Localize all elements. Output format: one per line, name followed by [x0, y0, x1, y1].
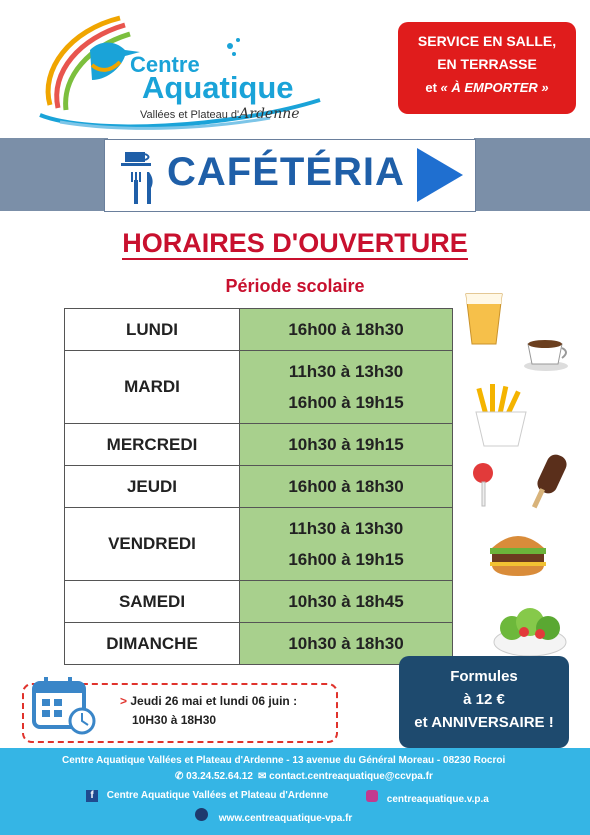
banner-title: CAFÉTÉRIA	[167, 150, 405, 194]
banner-left-band	[0, 138, 108, 211]
footer-address: Centre Aquatique Vallées et Plateau d'Ardenne - 13 avenue du Général Moreau - 08230 Rocroi	[62, 755, 506, 766]
footer-instagram[interactable]: centreaquatique.v.p.a	[386, 794, 489, 805]
logo	[30, 10, 340, 130]
hours-cell	[240, 309, 453, 351]
time-slot: 11h30 à 13h30	[288, 362, 404, 381]
page-heading	[0, 228, 590, 258]
day-cell: MARDI	[65, 351, 240, 424]
day-cell: JEUDI	[65, 466, 240, 508]
ice-cream-bar-icon	[526, 452, 578, 512]
notice-line2: 10H30 à 18H30	[132, 713, 217, 727]
logo-subtitle-text: Vallées et Plateau d'	[140, 109, 240, 121]
footer-website[interactable]: www.centreaquatique-vpa.fr	[218, 813, 353, 824]
logo-subtitle	[140, 106, 300, 122]
schedule-row	[65, 424, 453, 466]
footer-facebook-row	[86, 790, 328, 802]
time-slot: 16h00 à 19h15	[288, 550, 404, 569]
envelope-icon: ✉	[258, 771, 267, 782]
schedule-table-body	[65, 309, 453, 665]
cafeteria-banner	[104, 139, 476, 212]
coffee-cup-icon	[522, 322, 572, 372]
time-slot: 10h30 à 18h30	[288, 634, 404, 653]
instagram-icon	[366, 790, 378, 802]
footer-facebook[interactable]: Centre Aquatique Vallées et Plateau d'Ardenne	[106, 790, 329, 801]
service-line1: SERVICE EN SALLE,	[417, 33, 557, 49]
footer-phone-row	[175, 771, 253, 782]
day-cell: VENDREDI	[65, 508, 240, 581]
time-slot: 16h00 à 19h15	[288, 393, 404, 412]
formules-line1: Formules	[450, 668, 518, 685]
notice-line1	[120, 694, 297, 708]
schedule-row	[65, 581, 453, 623]
special-dates-notice	[22, 683, 338, 743]
time-slot: 11h30 à 13h30	[288, 519, 404, 538]
lollipop-icon	[470, 462, 500, 508]
salad-icon	[490, 598, 570, 660]
notice-arrow: >	[120, 694, 128, 708]
hours-cell	[240, 351, 453, 424]
logo-title-line1: Centre	[130, 52, 200, 77]
schedule-row	[65, 623, 453, 665]
phone-icon: ✆	[175, 771, 184, 782]
heading-text: HORAIRES D'OUVERTURE	[122, 228, 468, 258]
logo-subtitle-italic: Ardenne	[239, 106, 300, 122]
burger-icon	[486, 524, 550, 578]
day-cell: MERCREDI	[65, 424, 240, 466]
day-cell: DIMANCHE	[65, 623, 240, 665]
period-label: Période scolaire	[225, 276, 365, 296]
footer-email-row	[258, 771, 433, 782]
footer-phone: 03.24.52.64.12	[186, 771, 253, 782]
time-slot: 10h30 à 19h15	[288, 435, 404, 454]
schedule-row	[65, 508, 453, 581]
time-slot: 16h00 à 18h30	[288, 320, 404, 339]
service-line3-italic: « À EMPORTER »	[440, 80, 549, 95]
time-slot: 10h30 à 18h45	[288, 592, 404, 611]
play-arrow-icon	[415, 148, 465, 202]
service-box	[398, 22, 576, 114]
calendar-clock-icon	[28, 673, 98, 735]
hours-cell	[240, 581, 453, 623]
banner-right-band	[474, 138, 590, 211]
notice-line1-text: Jeudi 26 mai et lundi 06 juin :	[130, 694, 298, 708]
fries-icon	[470, 382, 532, 448]
beer-glass-icon	[462, 290, 506, 346]
service-line3	[398, 76, 576, 99]
globe-icon	[195, 808, 208, 821]
facebook-icon: f	[86, 790, 98, 802]
formules-line3: et ANNIVERSAIRE !	[414, 714, 554, 731]
formules-line2: à 12 €	[463, 691, 505, 708]
footer-instagram-row	[366, 790, 489, 805]
time-slot: 16h00 à 18h30	[288, 477, 404, 496]
service-line3-prefix: et	[425, 80, 441, 95]
hours-cell	[240, 424, 453, 466]
cutlery-icon	[127, 170, 167, 210]
footer	[0, 748, 590, 835]
formules-box	[399, 656, 569, 748]
hours-cell	[240, 466, 453, 508]
schedule-row	[65, 466, 453, 508]
service-line2: EN TERRASSE	[437, 56, 537, 72]
day-cell: LUNDI	[65, 309, 240, 351]
footer-website-row	[195, 808, 352, 824]
schedule-table	[64, 308, 453, 665]
schedule-row	[65, 351, 453, 424]
hours-cell	[240, 508, 453, 581]
day-cell: SAMEDI	[65, 581, 240, 623]
logo-title-line2: Aquatique	[142, 70, 294, 105]
schedule-row	[65, 309, 453, 351]
footer-email[interactable]: contact.centreaquatique@ccvpa.fr	[269, 771, 433, 782]
